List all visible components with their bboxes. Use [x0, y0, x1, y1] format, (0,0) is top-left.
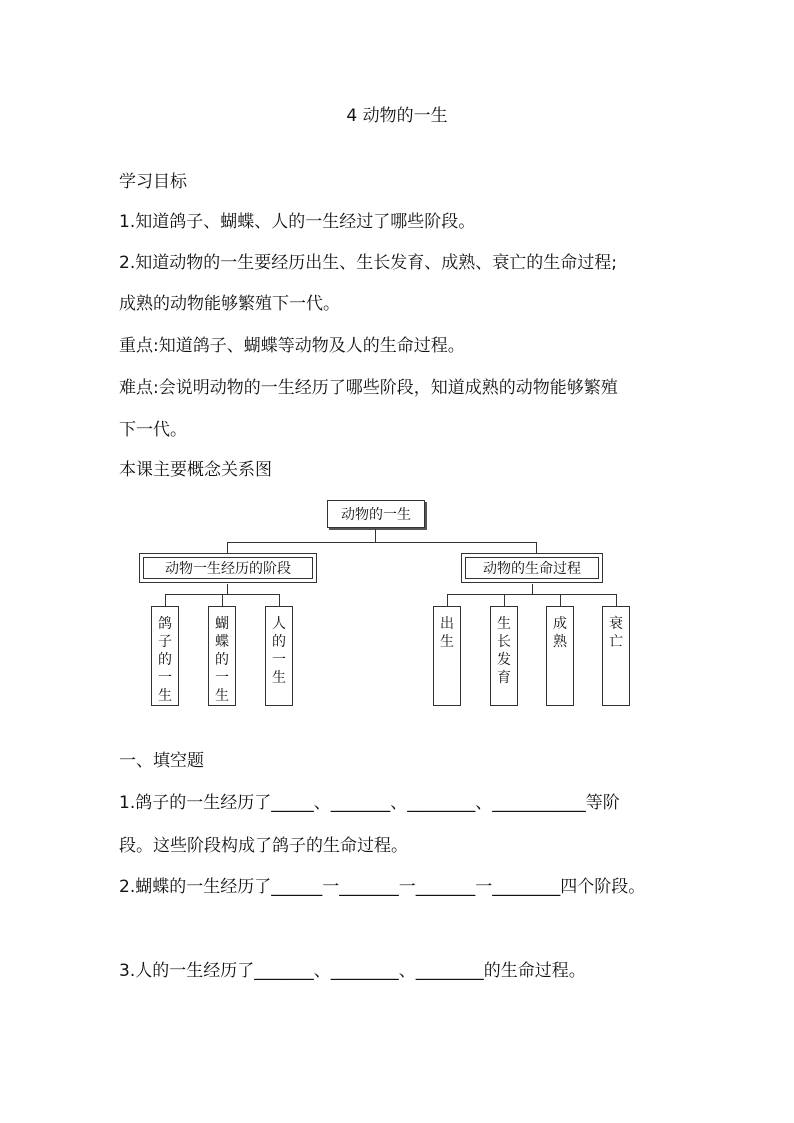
question-1: 1.鸽子的一生经历了_____、_______、________、___________等阶 — [119, 793, 620, 813]
connector — [504, 594, 505, 606]
connector — [222, 594, 223, 606]
connector — [532, 584, 533, 594]
question-3: 3.人的一生经历了_______、________、________的生命过程。 — [119, 961, 586, 981]
stage-node-label: 鸽子的一生 — [158, 616, 172, 704]
process-node-label: 出生 — [440, 616, 454, 650]
process-node-label: 成熟 — [553, 616, 567, 650]
connector — [560, 594, 561, 606]
category-stages — [139, 553, 317, 583]
connector — [375, 529, 376, 542]
connector — [279, 594, 280, 606]
connector — [447, 594, 448, 606]
stage-node-pigeon — [151, 606, 179, 706]
connector — [227, 584, 228, 594]
stage-node-human — [265, 606, 293, 706]
connector — [165, 594, 166, 606]
process-node-label: 衰亡 — [609, 616, 623, 650]
objective-2: 2.知道动物的一生要经历出生、生长发育、成熟、衰亡的生命过程; — [119, 253, 617, 273]
connector — [227, 542, 536, 543]
process-node-label: 生长发育 — [497, 616, 511, 686]
objective-2-continued: 成熟的动物能够繁殖下一代。 — [119, 294, 340, 314]
process-node-birth — [433, 606, 461, 706]
objective-1: 1.知道鸽子、蝴蝶、人的一生经过了哪些阶段。 — [119, 212, 476, 232]
category-process — [461, 553, 603, 583]
question-1-continued: 段。这些阶段构成了鸽子的生命过程。 — [119, 836, 408, 856]
stage-node-label: 蝴蝶的一生 — [215, 616, 229, 704]
stage-node-butterfly — [208, 606, 236, 706]
key-point: 重点:知道鸽子、蝴蝶等动物及人的生命过程。 — [119, 336, 465, 356]
concept-map-heading: 本课主要概念关系图 — [119, 460, 272, 480]
connector — [616, 594, 617, 606]
objectives-heading: 学习目标 — [119, 172, 187, 192]
connector — [447, 594, 616, 595]
root-node — [327, 500, 425, 528]
difficulty-continued: 下一代。 — [119, 420, 187, 440]
question-2: 2.蝴蝶的一生经历了______一_______一_______一________四个阶段。 — [119, 877, 646, 897]
section-heading: 一、填空题 — [119, 751, 204, 771]
root-node-label: 动物的一生 — [341, 507, 411, 523]
difficulty: 难点:会说明动物的一生经历了哪些阶段，知道成熟的动物能够繁殖 — [119, 378, 618, 398]
stage-node-label: 人的一生 — [272, 616, 286, 686]
process-node-growth — [490, 606, 518, 706]
process-node-decline — [602, 606, 630, 706]
process-node-maturity — [546, 606, 574, 706]
category-process-label: 动物的生命过程 — [483, 561, 581, 577]
page-title: 4 动物的一生 — [346, 106, 448, 126]
category-stages-label: 动物一生经历的阶段 — [165, 561, 291, 577]
